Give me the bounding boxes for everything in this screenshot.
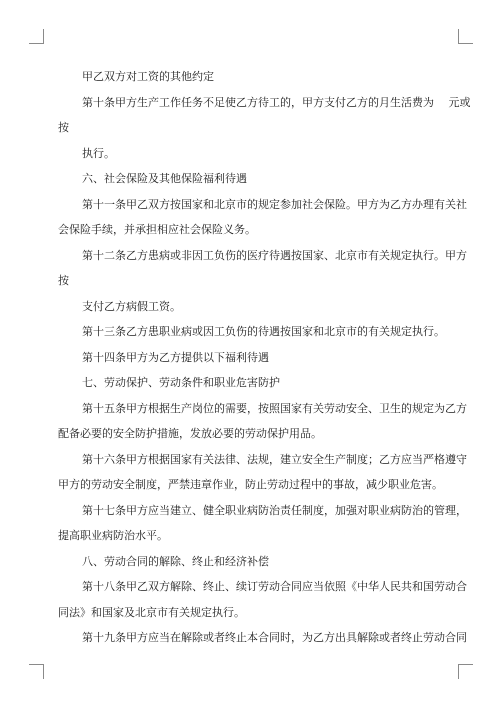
text-line: 第十九条甲方应当在解除或者终止本合同时，为乙方出具解除或者终止劳动合同: [82, 631, 467, 644]
text-line: 第十三条乙方患职业病或因工负伤的待遇按国家和北京市的有关规定执行。: [82, 325, 445, 338]
text-line: 执行。: [82, 146, 115, 160]
text-line: 同法》和国家及北京市有关规定执行。: [58, 605, 245, 619]
crop-mark-top-left: [29, 29, 44, 44]
text-line: 第十六条甲方根据国家有关法律、法规，建立安全生产制度；乙方应当严格遵守: [82, 452, 467, 466]
text-line: 配备必要的安全防护措施，发放必要的劳动保护用品。: [58, 427, 322, 440]
crop-mark-bottom-left: [29, 664, 44, 679]
text-line: 提高职业病防治水平。: [58, 529, 168, 542]
section-heading: 七、劳动保护、劳动条件和职业危害防护: [82, 376, 280, 389]
crop-mark-bottom-right: [458, 664, 473, 679]
section-heading: 六、社会保险及其他保险福利待遇: [82, 172, 247, 185]
text-line: 按: [58, 121, 69, 134]
text-line: 甲乙双方对工资的其他约定: [82, 70, 214, 83]
text-line: 第十五条甲方根据生产岗位的需要，按照国家有关劳动安全、卫生的规定为乙方: [82, 401, 467, 415]
text-line: 第十二条乙方患病或非因工负伤的医疗待遇按国家、北京市有关规定执行。甲方: [82, 248, 467, 262]
document-body: [58, 70, 471, 657]
text-line: 第十七条甲方应当建立、健全职业病防治责任制度，加强对职业病防治的管理，: [82, 503, 467, 517]
text-line: 第十一条甲乙双方按国家和北京市的规定参加社会保险。甲方为乙方办理有关社: [82, 197, 467, 211]
text-line: 甲方的劳动安全制度，严禁违章作业，防止劳动过程中的事故，减少职业危害。: [58, 478, 443, 491]
section-heading: 八、劳动合同的解除、终止和经济补偿: [82, 554, 269, 568]
text-line: 支付乙方病假工资。: [82, 299, 181, 313]
text-line: 第十八条甲乙双方解除、终止、续订劳动合同应当依照《中华人民共和国劳动合: [82, 580, 467, 593]
text-line: 第十条甲方生产工作任务不足使乙方待工的，甲方支付乙方的月生活费为 元或: [82, 95, 471, 109]
text-line: 按: [58, 274, 69, 287]
text-line: 会保险手续，并承担相应社会保险义务。: [58, 223, 256, 236]
text-line: 第十四条甲方为乙方提供以下福利待遇: [82, 350, 269, 364]
crop-mark-top-right: [458, 29, 473, 44]
